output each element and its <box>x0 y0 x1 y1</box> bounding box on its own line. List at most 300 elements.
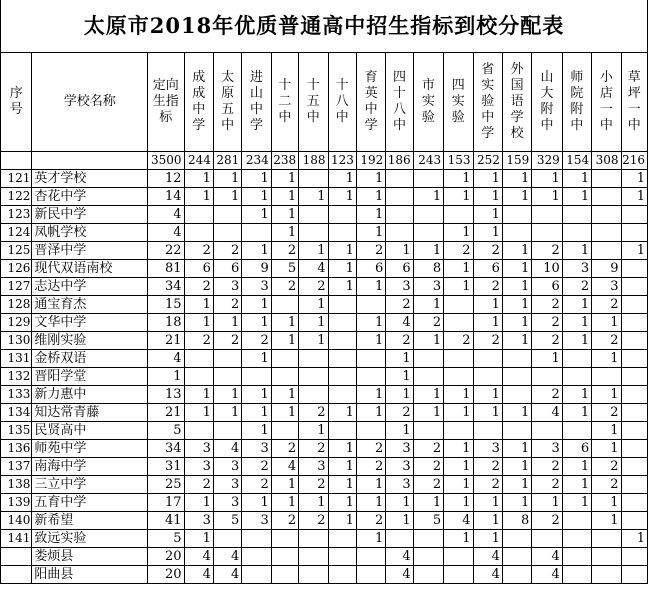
row-value: 1 <box>386 386 413 404</box>
row-value: 1 <box>184 494 213 512</box>
row-value: 3 <box>592 278 621 296</box>
row-value: 1 <box>502 440 531 458</box>
row-value: 1 <box>242 404 271 422</box>
row-value <box>386 206 413 224</box>
row-value <box>299 386 328 404</box>
row-value: 1 <box>328 440 356 458</box>
row-value <box>621 296 647 314</box>
row-value: 1 <box>413 188 443 206</box>
row-value <box>328 350 356 368</box>
row-value <box>621 224 647 242</box>
row-value: 1 <box>213 404 241 422</box>
row-value: 1 <box>356 206 385 224</box>
row-value: 3 <box>386 278 413 296</box>
row-value: 1 <box>502 260 531 278</box>
row-value: 3 <box>184 440 213 458</box>
row-index: 124 <box>1 224 32 242</box>
row-index: 128 <box>1 296 32 314</box>
row-value: 1 <box>502 332 531 350</box>
row-value <box>592 242 621 260</box>
row-value <box>532 422 562 440</box>
row-index: 140 <box>1 512 32 530</box>
row-value <box>271 350 298 368</box>
row-value: 6 <box>473 260 502 278</box>
row-value: 1 <box>502 404 531 422</box>
row-value <box>592 224 621 242</box>
row-value: 2 <box>213 332 241 350</box>
row-value: 1 <box>328 260 356 278</box>
row-value: 2 <box>386 332 413 350</box>
row-value: 1 <box>592 422 621 440</box>
row-value <box>413 566 443 584</box>
row-value <box>213 368 241 386</box>
row-value: 1 <box>502 314 531 332</box>
table-row <box>1 170 648 188</box>
row-value: 2 <box>356 512 385 530</box>
row-school-name: 杏花中学 <box>32 188 148 206</box>
row-value: 6 <box>386 260 413 278</box>
row-value: 1 <box>592 386 621 404</box>
row-value <box>271 566 298 584</box>
row-value <box>621 422 647 440</box>
header-quota: 定向生指标 <box>148 53 185 152</box>
row-value <box>213 224 241 242</box>
totals-row <box>1 152 648 170</box>
row-value <box>356 566 385 584</box>
row-value: 1 <box>473 170 502 188</box>
row-value: 1 <box>444 440 473 458</box>
row-value: 1 <box>592 512 621 530</box>
row-value <box>328 224 356 242</box>
row-school-name: 新力惠中 <box>32 386 148 404</box>
row-school-name: 晋阳学堂 <box>32 368 148 386</box>
row-value <box>502 386 531 404</box>
row-school-name: 文华中学 <box>32 314 148 332</box>
table-row <box>1 548 648 566</box>
row-quota: 81 <box>148 260 185 278</box>
row-index: 125 <box>1 242 32 260</box>
row-value: 1 <box>356 404 385 422</box>
row-value <box>413 530 443 548</box>
table-row <box>1 476 648 494</box>
row-value: 2 <box>532 512 562 530</box>
row-value <box>592 188 621 206</box>
row-value <box>328 386 356 404</box>
row-value: 6 <box>213 260 241 278</box>
row-value: 3 <box>242 512 271 530</box>
row-value: 1 <box>184 296 213 314</box>
row-value <box>502 548 531 566</box>
row-value: 1 <box>386 368 413 386</box>
row-value <box>356 422 385 440</box>
row-value: 6 <box>532 278 562 296</box>
row-value <box>621 278 647 296</box>
row-value <box>271 368 298 386</box>
row-value: 1 <box>386 422 413 440</box>
total-cell: 234 <box>242 152 271 170</box>
row-value <box>213 530 241 548</box>
row-value: 4 <box>473 548 502 566</box>
row-value: 4 <box>386 314 413 332</box>
row-value: 1 <box>242 242 271 260</box>
row-value: 2 <box>184 332 213 350</box>
table-row <box>1 314 648 332</box>
total-cell: 154 <box>562 152 591 170</box>
row-index: 139 <box>1 494 32 512</box>
row-value: 1 <box>473 386 502 404</box>
row-value: 1 <box>356 170 385 188</box>
row-school-name: 英才学校 <box>32 170 148 188</box>
row-value <box>532 206 562 224</box>
row-value: 2 <box>184 242 213 260</box>
row-value: 1 <box>444 188 473 206</box>
row-value <box>473 350 502 368</box>
header-column: 小店一中 <box>592 53 621 152</box>
row-value <box>621 458 647 476</box>
row-value: 1 <box>413 296 443 314</box>
row-value: 1 <box>444 278 473 296</box>
row-value: 1 <box>328 278 356 296</box>
row-value <box>242 548 271 566</box>
row-value: 5 <box>271 260 298 278</box>
row-value: 4 <box>184 566 213 584</box>
row-index: 121 <box>1 170 32 188</box>
row-value: 9 <box>242 260 271 278</box>
row-value: 8 <box>413 260 443 278</box>
row-value <box>502 422 531 440</box>
row-value: 2 <box>299 440 328 458</box>
row-value: 4 <box>444 512 473 530</box>
row-value <box>271 530 298 548</box>
row-value: 1 <box>502 476 531 494</box>
row-value <box>562 530 591 548</box>
row-value <box>184 350 213 368</box>
row-value: 1 <box>184 170 213 188</box>
row-value: 1 <box>328 458 356 476</box>
row-school-name: 师苑中学 <box>32 440 148 458</box>
row-school-name: 现代双语南校 <box>32 260 148 278</box>
row-value: 1 <box>532 350 562 368</box>
row-value: 1 <box>532 494 562 512</box>
row-value <box>473 422 502 440</box>
row-index: 131 <box>1 350 32 368</box>
row-value <box>242 530 271 548</box>
row-value: 1 <box>271 494 298 512</box>
row-school-name: 三立中学 <box>32 476 148 494</box>
row-value: 4 <box>213 440 241 458</box>
row-value: 1 <box>356 530 385 548</box>
row-value: 1 <box>473 188 502 206</box>
row-value <box>532 368 562 386</box>
row-value: 2 <box>242 476 271 494</box>
row-value: 2 <box>356 242 385 260</box>
row-value <box>413 224 443 242</box>
row-value <box>562 368 591 386</box>
row-value: 3 <box>386 476 413 494</box>
row-value <box>621 332 647 350</box>
row-value: 1 <box>473 404 502 422</box>
row-value: 2 <box>356 458 385 476</box>
row-value: 3 <box>473 440 502 458</box>
row-value <box>621 404 647 422</box>
row-school-name: 新民中学 <box>32 206 148 224</box>
row-index: 134 <box>1 404 32 422</box>
row-value <box>444 422 473 440</box>
row-school-name: 凤帆学校 <box>32 224 148 242</box>
row-value <box>299 170 328 188</box>
row-value <box>413 368 443 386</box>
row-value: 1 <box>184 188 213 206</box>
row-value <box>386 530 413 548</box>
row-value: 3 <box>213 494 241 512</box>
row-value: 2 <box>532 386 562 404</box>
row-value <box>532 530 562 548</box>
row-value: 2 <box>473 278 502 296</box>
row-value <box>299 530 328 548</box>
row-value: 1 <box>473 296 502 314</box>
row-value <box>592 368 621 386</box>
row-value: 2 <box>184 476 213 494</box>
row-value: 1 <box>444 386 473 404</box>
row-quota: 34 <box>148 278 185 296</box>
header-column: 十五中 <box>299 53 328 152</box>
row-value <box>562 422 591 440</box>
row-index: 138 <box>1 476 32 494</box>
table-row <box>1 566 648 584</box>
row-value: 1 <box>621 242 647 260</box>
table-row <box>1 332 648 350</box>
row-value: 1 <box>562 314 591 332</box>
row-value: 1 <box>328 476 356 494</box>
table-row <box>1 242 648 260</box>
row-value <box>444 566 473 584</box>
row-quota: 18 <box>148 314 185 332</box>
table-row <box>1 422 648 440</box>
quota-table <box>0 52 648 584</box>
row-value <box>328 422 356 440</box>
header-column: 太原五中 <box>213 53 241 152</box>
row-value: 1 <box>473 224 502 242</box>
row-value: 4 <box>213 566 241 584</box>
header-column: 四实验 <box>444 53 473 152</box>
row-value: 1 <box>562 494 591 512</box>
row-value <box>328 206 356 224</box>
row-value: 1 <box>562 386 591 404</box>
row-quota: 5 <box>148 530 185 548</box>
row-value <box>562 224 591 242</box>
row-quota: 4 <box>148 206 185 224</box>
row-value: 6 <box>562 440 591 458</box>
row-value: 8 <box>502 512 531 530</box>
row-index <box>1 566 32 584</box>
row-quota: 15 <box>148 296 185 314</box>
row-value: 2 <box>532 314 562 332</box>
row-value: 1 <box>621 170 647 188</box>
row-value: 2 <box>532 242 562 260</box>
row-value: 1 <box>328 170 356 188</box>
row-value <box>184 368 213 386</box>
header-column: 十二中 <box>271 53 298 152</box>
table-row <box>1 350 648 368</box>
row-value <box>502 206 531 224</box>
row-index: 141 <box>1 530 32 548</box>
header-column: 山大附中 <box>532 53 562 152</box>
row-school-name: 金桥双语 <box>32 350 148 368</box>
row-quota: 20 <box>148 548 185 566</box>
row-value <box>562 566 591 584</box>
totals-name <box>32 152 148 170</box>
row-value: 2 <box>473 458 502 476</box>
row-value: 2 <box>271 512 298 530</box>
row-value: 2 <box>592 332 621 350</box>
row-value <box>444 548 473 566</box>
row-value <box>386 188 413 206</box>
row-value <box>328 530 356 548</box>
row-value: 1 <box>242 170 271 188</box>
row-value: 2 <box>213 242 241 260</box>
row-value: 3 <box>242 278 271 296</box>
row-quota: 41 <box>148 512 185 530</box>
row-value: 3 <box>184 458 213 476</box>
row-index: 133 <box>1 386 32 404</box>
row-value <box>444 206 473 224</box>
total-cell: 3500 <box>148 152 185 170</box>
row-value: 2 <box>299 278 328 296</box>
row-value: 1 <box>502 242 531 260</box>
row-value: 1 <box>386 350 413 368</box>
row-quota: 31 <box>148 458 185 476</box>
row-value: 1 <box>299 242 328 260</box>
row-value: 1 <box>328 242 356 260</box>
row-value: 1 <box>413 332 443 350</box>
row-index: 132 <box>1 368 32 386</box>
row-value: 2 <box>184 278 213 296</box>
row-value <box>386 224 413 242</box>
row-value <box>621 206 647 224</box>
table-row <box>1 386 648 404</box>
header-column: 草坪一中 <box>621 53 647 152</box>
row-quota: 12 <box>148 170 185 188</box>
row-quota: 14 <box>148 188 185 206</box>
row-value <box>242 368 271 386</box>
row-value <box>356 350 385 368</box>
row-value: 1 <box>532 188 562 206</box>
total-cell: 308 <box>592 152 621 170</box>
row-value: 2 <box>592 296 621 314</box>
table-row <box>1 512 648 530</box>
row-value: 1 <box>562 170 591 188</box>
row-index: 122 <box>1 188 32 206</box>
row-value: 5 <box>413 512 443 530</box>
row-value: 4 <box>386 566 413 584</box>
total-cell: 216 <box>621 152 647 170</box>
row-value: 1 <box>562 332 591 350</box>
row-value <box>621 566 647 584</box>
row-quota: 34 <box>148 440 185 458</box>
row-value: 1 <box>562 188 591 206</box>
row-value: 1 <box>271 314 298 332</box>
row-value <box>621 350 647 368</box>
row-value: 1 <box>562 458 591 476</box>
row-index: 136 <box>1 440 32 458</box>
row-quota: 1 <box>148 368 185 386</box>
row-value <box>184 206 213 224</box>
row-value: 1 <box>271 332 298 350</box>
row-value: 2 <box>592 404 621 422</box>
row-value <box>621 440 647 458</box>
row-value: 2 <box>532 458 562 476</box>
row-value: 1 <box>413 386 443 404</box>
row-value: 1 <box>502 296 531 314</box>
header-column: 成成中学 <box>184 53 213 152</box>
row-value: 1 <box>356 188 385 206</box>
total-cell: 329 <box>532 152 562 170</box>
total-cell: 153 <box>444 152 473 170</box>
header-column: 外国语学校 <box>502 53 531 152</box>
row-value <box>621 386 647 404</box>
table-row <box>1 224 648 242</box>
row-value <box>532 224 562 242</box>
row-value: 2 <box>271 440 298 458</box>
row-value <box>413 350 443 368</box>
header-column: 市实验 <box>413 53 443 152</box>
row-value <box>444 350 473 368</box>
table-row <box>1 260 648 278</box>
row-school-name: 维刚实验 <box>32 332 148 350</box>
row-value: 2 <box>473 332 502 350</box>
row-value <box>502 566 531 584</box>
row-value <box>413 548 443 566</box>
row-value: 1 <box>444 476 473 494</box>
row-value <box>621 260 647 278</box>
row-value: 2 <box>356 440 385 458</box>
row-value <box>328 332 356 350</box>
row-value: 2 <box>413 314 443 332</box>
row-value: 4 <box>473 566 502 584</box>
row-value <box>299 566 328 584</box>
total-cell: 192 <box>356 152 385 170</box>
row-quota: 4 <box>148 350 185 368</box>
row-value: 3 <box>213 476 241 494</box>
row-index: 135 <box>1 422 32 440</box>
row-school-name: 南海中学 <box>32 458 148 476</box>
row-value: 4 <box>532 548 562 566</box>
row-value: 1 <box>386 512 413 530</box>
row-value <box>213 206 241 224</box>
row-value: 1 <box>242 386 271 404</box>
row-quota: 21 <box>148 404 185 422</box>
total-cell: 243 <box>413 152 443 170</box>
row-value: 1 <box>328 512 356 530</box>
row-value: 1 <box>299 188 328 206</box>
row-value: 2 <box>473 242 502 260</box>
row-value <box>592 566 621 584</box>
row-value: 1 <box>413 494 443 512</box>
row-value <box>621 512 647 530</box>
row-value: 1 <box>444 260 473 278</box>
row-value <box>328 548 356 566</box>
row-value <box>592 170 621 188</box>
row-value <box>299 350 328 368</box>
row-value: 1 <box>213 170 241 188</box>
row-value: 3 <box>242 440 271 458</box>
row-school-name: 五育中学 <box>32 494 148 512</box>
row-value: 1 <box>444 494 473 512</box>
row-value <box>621 314 647 332</box>
row-value: 4 <box>271 458 298 476</box>
row-value: 1 <box>386 494 413 512</box>
row-value: 1 <box>592 440 621 458</box>
